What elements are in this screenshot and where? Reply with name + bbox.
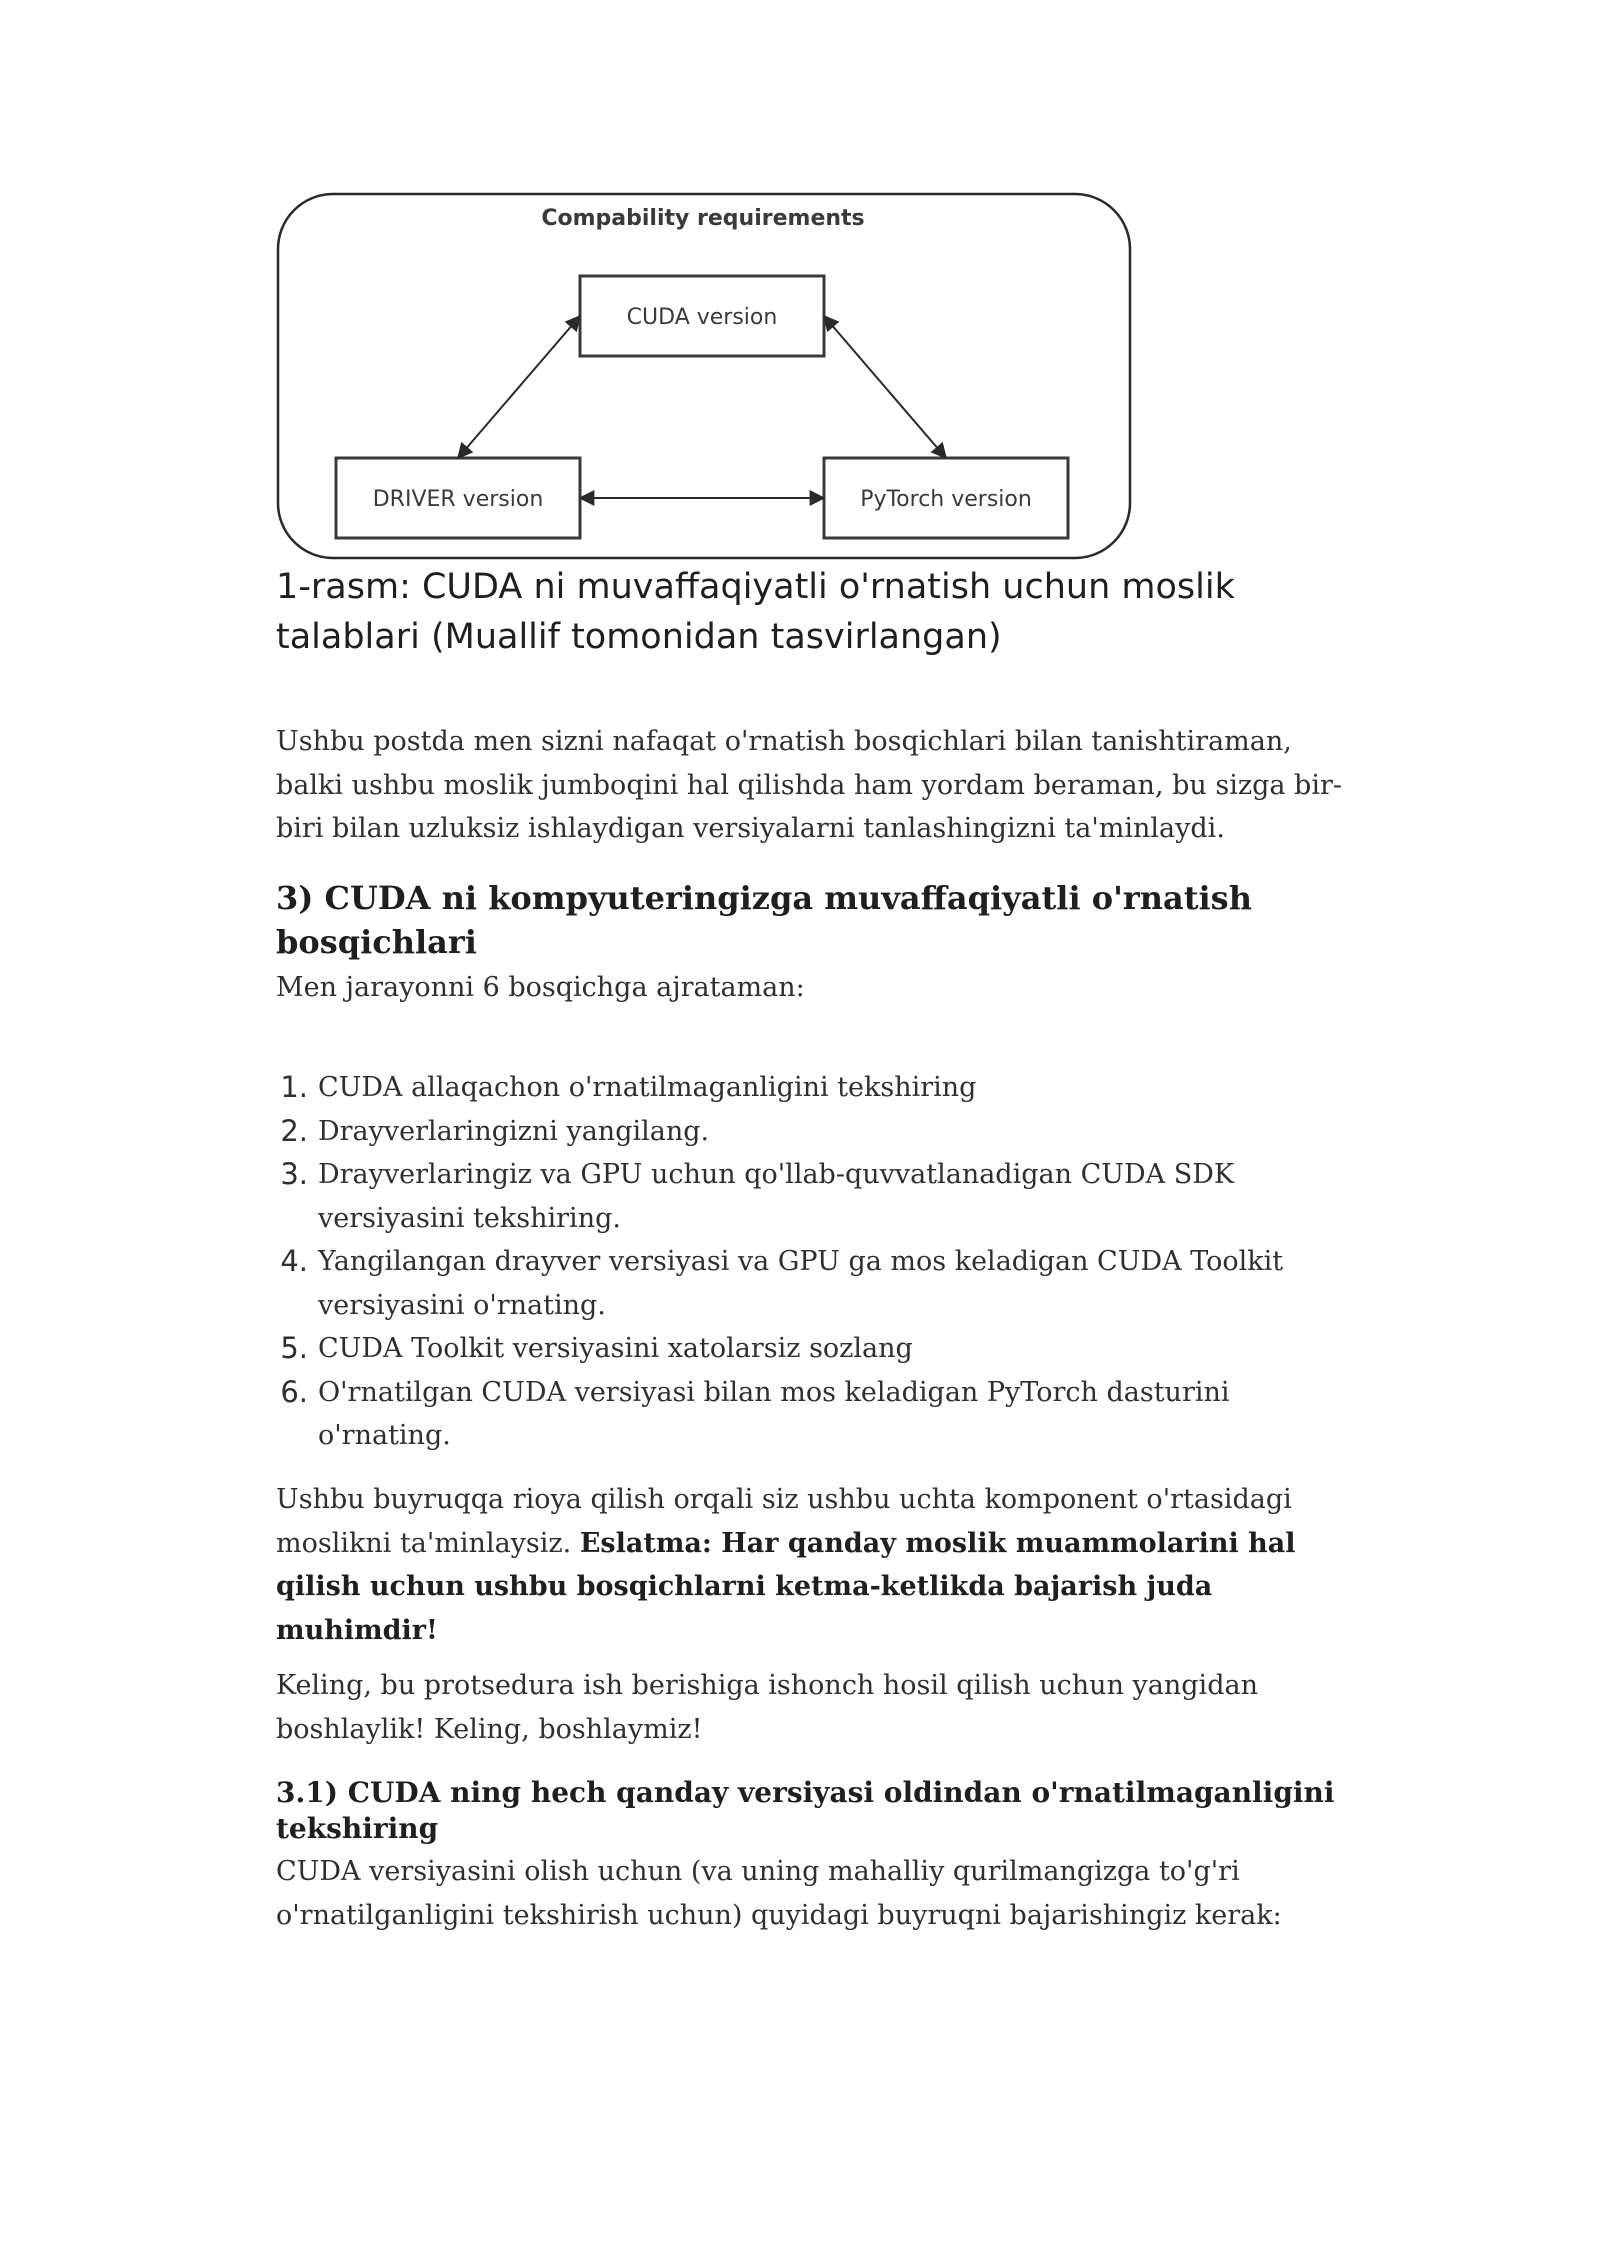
list-item-number: 4. (280, 1244, 308, 1278)
list-item (276, 1327, 1356, 1371)
list-item-text: Yangilangan drayver versiyasi va GPU ga mos keladigan CUDA Toolkit versiyasini o'rnating. (318, 1246, 1284, 1321)
list-item-text: CUDA allaqachon o'rnatilmaganligini tekshiring (318, 1072, 977, 1103)
list-item (276, 1371, 1356, 1458)
section-3-1-body: CUDA versiyasini olish uchun (va uning mahalliy qurilmangizga to'g'ri o'rnatilganligini tekshirish uchun) quyidagi buyruqni bajarishingiz kerak: (276, 1856, 1282, 1931)
list-item (276, 1153, 1356, 1240)
list-item-text: CUDA Toolkit versiyasini xatolarsiz sozlang (318, 1333, 913, 1364)
list-item-number: 1. (280, 1070, 308, 1104)
note-bold: Eslatma: Har qanday moslik muammolarini hal qilish uchun ushbu bosqichlarni ketma-ketlikda bajarish juda muhimdir! (276, 1527, 1296, 1646)
list-item-text: Drayverlaringizni yangilang. (318, 1115, 710, 1147)
order-paragraph (276, 1478, 1356, 1652)
intro-paragraph: Ushbu postda men sizni nafaqat o'rnatish bosqichlari bilan tanishtiraman, balki ushbu moslik jumboqini hal qilishda ham yordam beraman, bu sizga bir-biri bilan uzluksiz ishlaydigan versiyalarni tanlashingizni ta'minlaydi. (276, 726, 1342, 844)
list-item-text: Drayverlaringiz va GPU uchun qo'llab-quvvatlanadigan CUDA SDK versiyasini tekshiring. (318, 1159, 1235, 1234)
section-3-lead: Men jarayonni 6 bosqichga ajrataman: (276, 972, 805, 1003)
list-item (276, 1066, 1356, 1110)
diagram-svg (276, 192, 1132, 562)
list-item (276, 1240, 1356, 1327)
diagram-title: Compability requirements (541, 206, 865, 231)
compatibility-diagram (276, 192, 1132, 562)
list-item-number: 5. (280, 1331, 308, 1365)
list-item (276, 1110, 1356, 1154)
list-item-number: 2. (280, 1113, 308, 1148)
list-item-number: 3. (280, 1157, 308, 1191)
pytorch-version-label: PyTorch version (860, 487, 1032, 512)
figure-caption: 1-rasm: CUDA ni muvaffaqiyatli o'rnatish uchun moslik talablari (Muallif tomonidan tasvirlangan) (276, 567, 1235, 657)
order-text: Ushbu buyruqqa rioya qilish orqali siz ushbu uchta komponent o'rtasidagi moslikni ta'minlaysiz. (276, 1484, 1292, 1559)
list-item-text: O'rnatilgan CUDA versiyasi bilan mos keladigan PyTorch dasturini o'rnating. (318, 1376, 1230, 1451)
list-item-number: 6. (280, 1374, 308, 1409)
start-paragraph: Keling, bu protsedura ish berishiga ishonch hosil qilish uchun yangidan boshlaylik! Keling, boshlaymiz! (276, 1670, 1258, 1745)
section-3-heading: 3) CUDA ni kompyuteringizga muvaffaqiyatli o'rnatish bosqichlari (276, 879, 1252, 961)
cuda-version-label: CUDA version (626, 305, 778, 330)
driver-version-label: DRIVER version (372, 487, 544, 512)
section-3-1-heading: 3.1) CUDA ning hech qanday versiyasi oldindan o'rnatilmaganligini tekshiring (276, 1776, 1335, 1845)
steps-list (276, 1066, 1356, 1458)
